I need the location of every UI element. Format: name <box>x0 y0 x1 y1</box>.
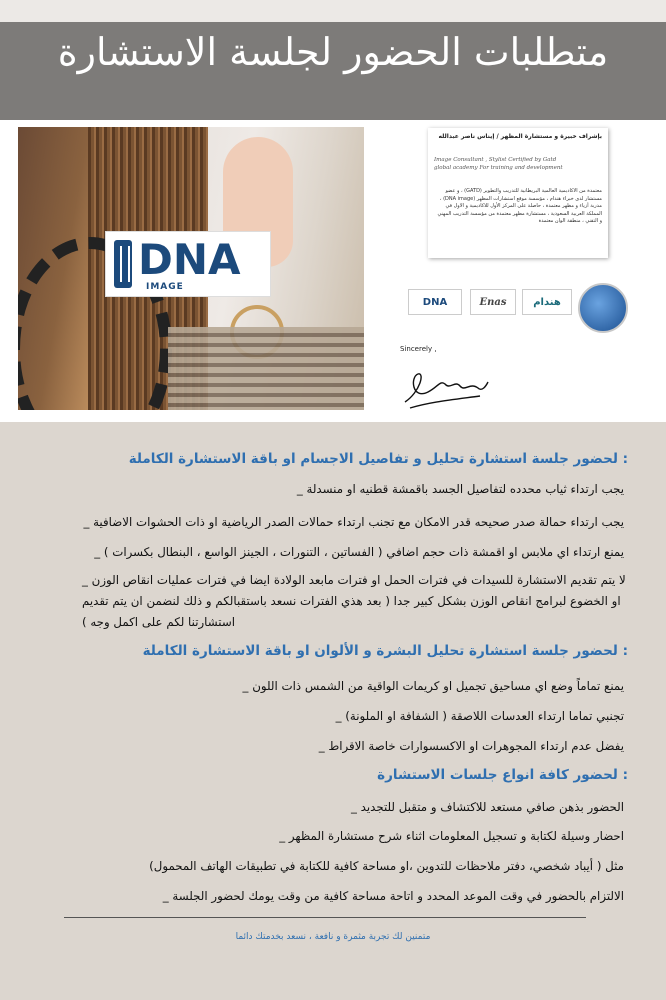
dna-image-logo <box>106 232 270 296</box>
dna-logo-subtext: IMAGE <box>146 282 184 292</box>
list-item: _ احضار وسيلة لكتابة و تسجيل المعلومات اثناء شرح مستشارة المظهر <box>279 829 624 843</box>
header-top-strip <box>0 0 666 22</box>
footer-message: متمنين لك تجربة مثمرة و نافعة ، نسعد بخدمتك دائما <box>235 932 431 942</box>
list-item: _ تجنبي تماما ارتداء العدسات اللاصقة ( الشفافة او الملونة) <box>335 709 624 723</box>
certificate-english-text: Image Consultant , Stylist Certified by Gatd global academy For training and development <box>434 157 563 171</box>
list-item: _ لا يتم تقديم الاستشارة للسيدات في فترات الحمل او فترات مابعد الولادة ايضا في فترات عمليات انقاص الوزن او الخضوع لبرامج انقاص الوزن بشكل كبير جدا ( بعد هذي الفترات نسعد باستقبالكم و ذلك لنضمن ان يتم تقديم استشارتنا لكم على اكمل وجه ) <box>82 573 626 629</box>
logo-dna: DNA <box>408 289 462 315</box>
section-heading-body-analysis: لحضور جلسة استشارة تحليل و تفاصيل الاجسام او باقة الاستشارة الكاملة : <box>128 451 628 467</box>
list-item: _ يمنع ارتداء اي ملابس او اقمشة ذات حجم اضافي ( الفساتين ، التنورات ، الجينز الواسع ، البنطال بكسرات ) <box>94 545 624 559</box>
list-item: _ يجب ارتداء ثياب محدده لتفاصيل الجسد باقمشة قطنيه او منسدلة <box>296 482 624 496</box>
list-item: _ يمنع تماماً وضع اي مساحيق تجميل او كريمات الواقية من الشمس ذات اللون <box>242 679 624 693</box>
certificate-card <box>428 128 608 258</box>
list-item: _ يجب ارتداء حمالة صدر صحيحه قدر الامكان مع تجنب ارتداء حمالات الصدر الرياضية او ذات الحشوات الاضافية <box>83 515 624 529</box>
page-title: متطلبات الحضور لجلسة الاستشارة <box>57 30 609 74</box>
divider-line <box>64 917 586 918</box>
section-heading-skin-colors: لحضور جلسة استشارة تحليل البشرة و الألوان او باقة الاستشارة الكاملة : <box>142 643 628 659</box>
logo-enas: Enas <box>470 289 516 315</box>
logo-hendam: هندام <box>522 289 572 315</box>
partner-logos <box>408 283 623 323</box>
certificate-heading: بإشراف خبيرة و مستشارة المظهر / إيناس ناصر عبدالله <box>438 133 602 140</box>
section-heading-all-sessions: لحضور كافة انواع جلسات الاستشارة : <box>377 767 628 783</box>
sincerely-text: Sincerely , <box>400 345 437 353</box>
list-item: مثل ( أيباد شخصي، دفتر ملاحظات للتدوين ،او مساحة كافية للكتابة في تطبيقات الهاتف المحمول) <box>149 859 624 873</box>
list-item: _ يفضل عدم ارتداء المجوهرات او الاكسسوارات خاصة الاقراط <box>318 739 624 753</box>
academy-globe-icon <box>578 283 628 333</box>
signature-icon <box>400 362 490 412</box>
list-item: _ الحضور بذهن صافي مستعد للاكتشاف و متقبل للتجديد <box>351 800 624 814</box>
certificate-arabic-text: معتمدة من الاكاديمية العالمية البريطانية للتدريب والتطوير (GATD) ، و عضو مستشار لدى خبراء هندام ، مؤسسة موقع استشارات المظهر (DNA image) ، مدربة أزياء و مظهر معتمدة ، حاصلة على المركز الأول للاكاديمية و الاول في المملكة العربية السعودية ، مستشارة مظهر معتمدة من مؤسسة التدريب المهني و التقني ، منطقة الوان معتمدة <box>437 188 602 224</box>
plaid-fabric-image <box>168 327 364 410</box>
list-item: _ الالتزام بالحضور في وقت الموعد المحدد و اتاحة مساحة كافية من وقت يومك لحضور الجلسة <box>162 889 624 903</box>
dna-helix-icon <box>114 240 132 288</box>
dna-logo-text: DNA <box>138 235 241 284</box>
